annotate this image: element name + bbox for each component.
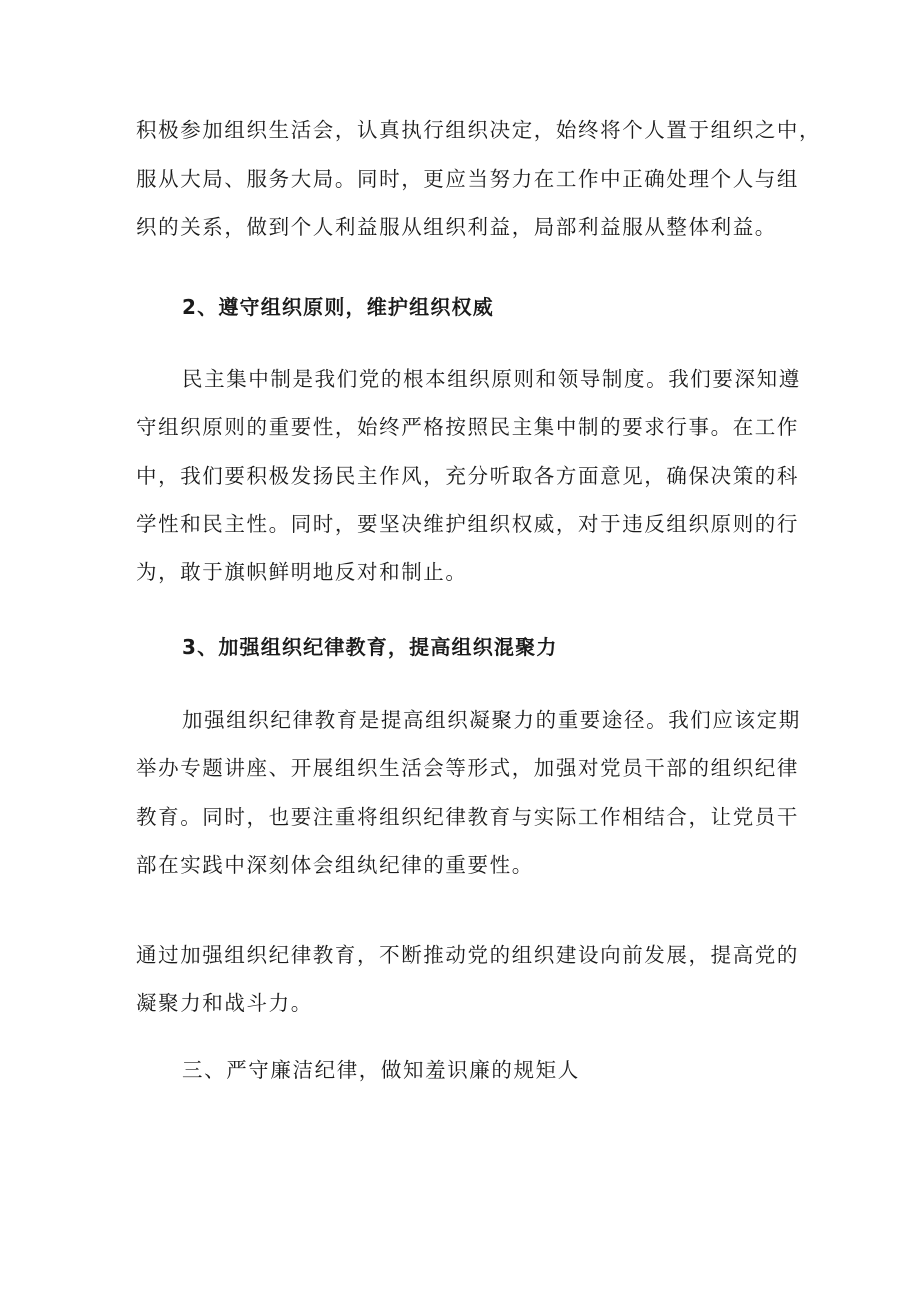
paragraph-3-line-3: 教育。同时，也要注重将组织纪律教育与实际工作相结合，让党员干 [136, 805, 799, 829]
paragraph-2-line-4: 学性和民主性。同时，要坚决维护组织权威，对于违反组织原则的行 [136, 512, 799, 536]
paragraph-2-line-1: 民主集中制是我们党的根本组织原则和领导制度。我们要深知遵 [182, 367, 801, 391]
paragraph-1-line-2: 服从大局、服务大局。同时，更应当努力在工作中正确处理个人与组 [136, 167, 799, 191]
section-heading-3: 3、加强组织纪律教育，提高组织混聚力 [182, 635, 558, 659]
paragraph-1-line-1: 积极参加组织生活会，认真执行组织决定，始终将个人置于组织之中， [136, 118, 822, 142]
paragraph-2-line-2: 守组织原则的重要性，始终严格按照民主集中制的要求行事。在工作 [136, 415, 799, 439]
paragraph-3-line-4: 部在实践中深刻体会组纨纪律的重要性。 [136, 853, 534, 877]
paragraph-4-line-1: 通过加强组织纪律教育，不断推动党的组织建设向前发展，提高党的 [136, 943, 799, 967]
paragraph-2-line-5: 为，敢于旗帜鲜明地反对和制止。 [136, 560, 468, 584]
paragraph-1-line-3: 织的关系，做到个人利益服从组织利益，局部利益服从整体利益。 [136, 215, 777, 239]
section-heading-2: 2、遵守组织原则，维护组织权威 [182, 295, 494, 319]
paragraph-3-line-2: 举办专题讲座、开展组织生活会等形式，加强对党员干部的组织纪律 [136, 756, 799, 780]
paragraph-4-line-2: 凝聚力和战斗力。 [136, 991, 313, 1015]
paragraph-2-line-3: 中，我们要积极发扬民主作风，充分听取各方面意见，确保决策的科 [136, 464, 799, 488]
paragraph-3-line-1: 加强组织纪律教育是提高组织凝聚力的重要途径。我们应该定期 [182, 708, 801, 732]
section-three-heading: 三、严守廉洁纪律，做知羞识廉的规矩人 [182, 1058, 580, 1082]
